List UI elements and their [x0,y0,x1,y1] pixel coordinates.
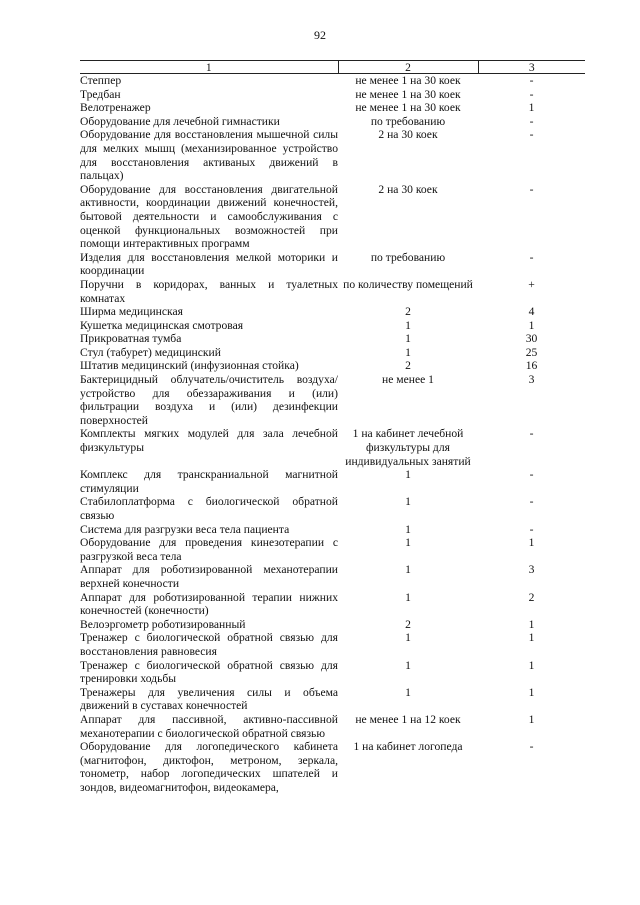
equipment-count: 1 [528,617,535,631]
equipment-quantity: 1 [405,522,411,536]
equipment-quantity: по требованию [370,250,446,264]
table-row [80,88,585,102]
equipment-quantity: не менее 1 на 30 коек [355,101,461,115]
equipment-quantity: по количеству помещений [343,277,473,291]
equipment-quantity: 1 [405,658,411,672]
equipment-quantity: не менее 1 на 12 коек [355,712,461,726]
table-row [80,631,585,658]
equipment-name: Тренажеры для увеличения силы и объема движений в суставах конечностей [80,685,338,713]
equipment-quantity: 1 [405,536,411,550]
equipment-count: - [529,468,534,482]
equipment-count: - [529,128,534,142]
equipment-name: Прикроватная тумба [80,332,182,346]
equipment-quantity: 2 на 30 коек [378,182,438,196]
equipment-name: Поручни в коридорах, ванных и туалетных комнатах [80,277,338,305]
equipment-quantity: 2 [405,305,411,319]
equipment-name: Оборудование для восстановления двигательной активности, координации движений конечностей, бытовой деятельности и самообслуживания с оценкой функциональных возможностей при помощи интерактивных программ [80,182,338,251]
equipment-name: Степпер [80,74,122,87]
equipment-count: - [529,427,534,441]
equipment-name: Кушетка медицинская смотровая [80,318,244,332]
equipment-count: 25 [525,345,538,359]
equipment-name: Велоэргометр роботизированный [80,617,246,631]
equipment-count: - [529,495,534,509]
table-row [80,251,585,278]
equipment-name: Тредбан [80,87,121,101]
equipment-count: 1 [528,631,535,645]
equipment-name: Оборудование для лечебной гимнастики [80,114,280,128]
equipment-quantity: 1 [405,345,411,359]
equipment-quantity: 1 [405,590,411,604]
equipment-quantity: 1 [405,318,411,332]
equipment-quantity: не менее 1 [382,373,434,387]
table-row [80,359,585,373]
equipment-count: + [528,277,535,291]
equipment-quantity: 2 [405,617,411,631]
table-row [80,659,585,686]
equipment-quantity: по требованию [370,114,446,128]
equipment-count: 1 [528,712,535,726]
equipment-count: 1 [528,536,535,550]
equipment-count: - [529,522,534,536]
table-header-row [80,61,585,74]
table-row [80,523,585,537]
equipment-name: Система для разгрузки веса тела пациента [80,522,290,536]
equipment-count: - [529,182,534,196]
equipment-count: 2 [528,590,535,604]
equipment-count: 3 [528,373,535,387]
table-row [80,536,585,563]
equipment-table [80,60,585,794]
equipment-name: Оборудование для логопедического кабинета (магнитофон, диктофон, метроном, зеркала, тонометр, набор логопедических шпателей и зондов, видеомагнитофон, видеокамера, [80,740,338,794]
column-header-1: 1 [80,61,338,74]
equipment-count: 16 [525,359,538,373]
table-row [80,115,585,129]
equipment-quantity: 1 на кабинет лечебной физкультуры для индивидуальных занятий [345,427,471,468]
equipment-quantity: 1 [405,468,411,482]
table-row [80,563,585,590]
equipment-count: 30 [525,332,538,346]
table-row [80,591,585,618]
equipment-quantity: 2 [405,359,411,373]
equipment-count: - [529,740,534,754]
equipment-count: - [529,250,534,264]
table-row [80,373,585,427]
table-row [80,319,585,333]
equipment-count: - [529,74,534,87]
table-row [80,183,585,251]
table-row [80,128,585,182]
table-row [80,468,585,495]
equipment-quantity: 1 [405,495,411,509]
equipment-quantity: 1 [405,563,411,577]
equipment-name: Аппарат для роботизированной механотерапии верхней конечности [80,563,338,590]
equipment-name: Аппарат для пассивной, активно-пассивной механотерапии с биологической обратной связью [80,712,338,740]
equipment-name: Оборудование для восстановления мышечной силы для мелких мышц (механизированное устройство для восстановления активаных движений в пальцах) [80,128,338,183]
equipment-name: Велотренажер [80,101,151,115]
table-row [80,346,585,360]
table-row [80,618,585,632]
equipment-name: Тренажер с биологической обратной связью для восстановления равновесия [80,631,338,658]
equipment-quantity: 1 [405,332,411,346]
equipment-name: Аппарат для роботизированной терапии нижних конечностей (конечности) [80,590,338,618]
equipment-name: Изделия для восстановления мелкой моторики и координации [80,250,338,278]
equipment-count: 1 [528,685,535,699]
equipment-quantity: 1 [405,631,411,645]
equipment-name: Штатив медицинский (инфузионная стойка) [80,359,299,373]
table-row [80,686,585,713]
table-row [80,278,585,305]
table-row [80,332,585,346]
equipment-count: 4 [528,305,535,319]
equipment-count: - [529,87,534,101]
equipment-quantity: 2 на 30 коек [378,128,438,142]
equipment-count: - [529,114,534,128]
table-row [80,305,585,319]
page-number: 92 [314,28,326,42]
equipment-quantity: не менее 1 на 30 коек [355,87,461,101]
column-header-2: 2 [338,61,478,74]
table-row [80,427,585,468]
equipment-name: Оборудование для проведения кинезотерапии с разгрузкой веса тела [80,536,338,563]
equipment-name: Стул (табурет) медицинский [80,345,221,359]
equipment-name: Комплекс для транскраниальной магнитной стимуляции [80,468,338,495]
equipment-name: Тренажер с биологической обратной связью для тренировки ходьбы [80,658,338,686]
equipment-quantity: 1 [405,685,411,699]
column-header-3: 3 [478,61,585,74]
equipment-name: Комплекты мягких модулей для зала лечебной физкультуры [80,427,338,455]
equipment-name: Стабилоплатформа с биологической обратной связью [80,495,338,522]
table-row [80,74,585,88]
table-row [80,101,585,115]
equipment-quantity: 1 на кабинет логопеда [353,740,463,754]
equipment-name: Ширма медицинская [80,305,183,319]
table-row [80,495,585,522]
equipment-count: 1 [528,101,535,115]
table-row [80,713,585,740]
equipment-name: Бактерицидный облучатель/очиститель воздуха/устройство для обеззараживания и (или) фильтрации воздуха и (или) дезинфекции поверхностей [80,373,338,427]
equipment-count: 1 [528,658,535,672]
equipment-count: 1 [528,318,535,332]
equipment-quantity: не менее 1 на 30 коек [355,74,461,87]
table-row [80,740,585,794]
equipment-count: 3 [528,563,535,577]
